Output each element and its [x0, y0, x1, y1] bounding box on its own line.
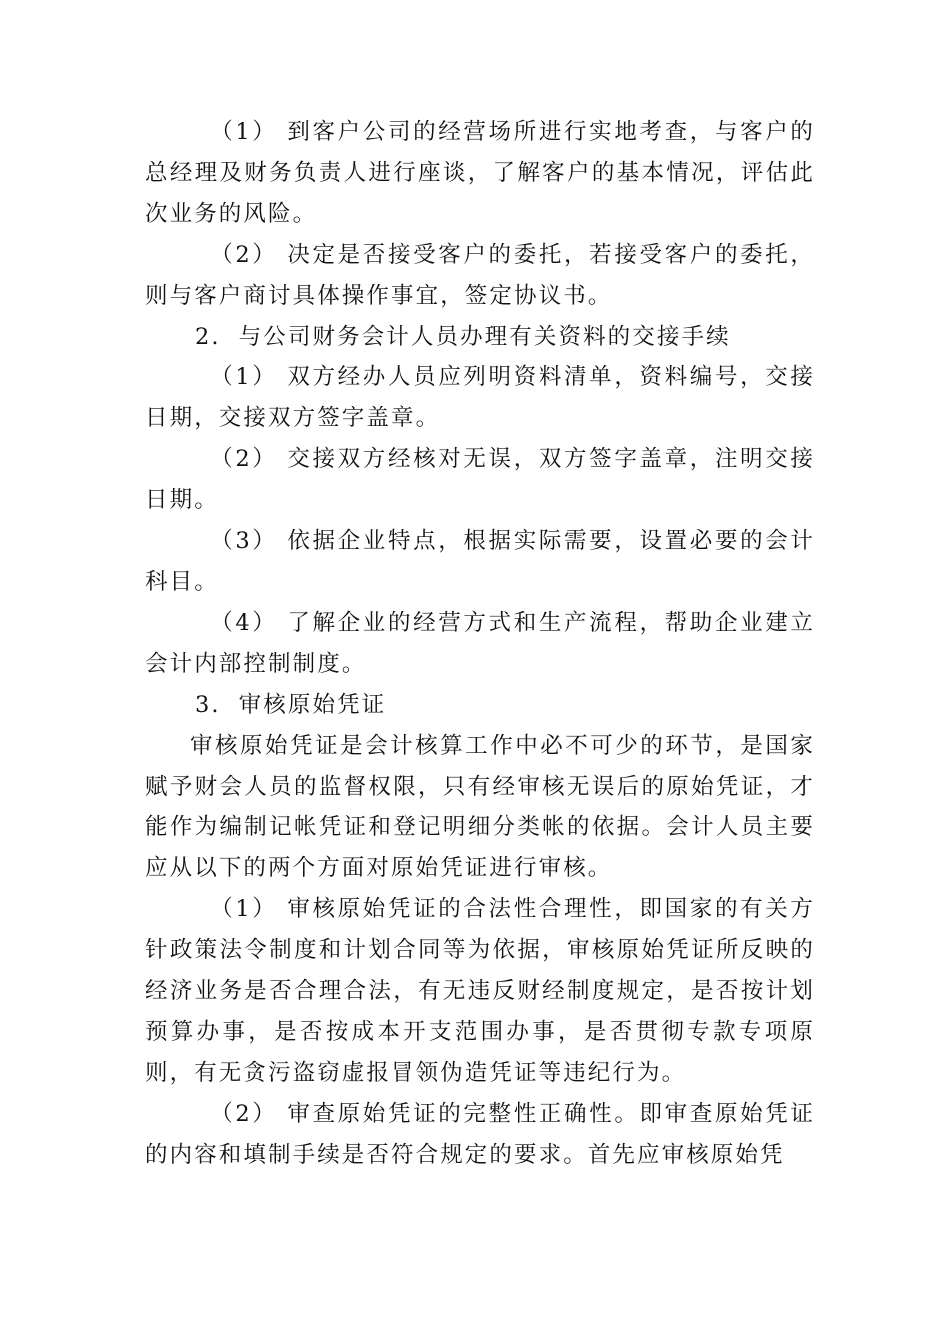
section-heading-3: [145, 685, 815, 726]
paragraph-step2-item4: （4） 了解企业的经营方式和生产流程，帮助企业建立会计内部控制制度。: [145, 609, 815, 677]
paragraph-step3-item1: （1） 审核原始凭证的合法性合理性，即国家的有关方针政策法令制度和计划合同等为依据，审核原始凭证所反映的经济业务是否合理合法，有无违反财经制度规定，是否按计划预算办事，是否按成本开支范围办事，是否贯彻专款专项原则，有无贪污盗窃虚报冒领伪造凭证等违纪行为。: [145, 896, 815, 1086]
section-title: 与公司财务会计人员办理有关资料的交接手续: [238, 323, 731, 350]
document-body: [145, 112, 815, 1176]
section-title: 审核原始凭证: [238, 691, 387, 718]
paragraph-step2-item1: （1） 双方经办人员应列明资料清单，资料编号，交接日期，交接双方签字盖章。: [145, 364, 815, 432]
paragraph-step1-item2: （2） 决定是否接受客户的委托，若接受客户的委托，则与客户商讨具体操作事宜，签定协议书。: [145, 241, 815, 309]
section-heading-2: [145, 317, 815, 358]
section-number: 2.: [195, 323, 221, 350]
paragraph-step1-item1: （1） 到客户公司的经营场所进行实地考查，与客户的总经理及财务负责人进行座谈，了解客户的基本情况，评估此次业务的风险。: [145, 119, 815, 227]
paragraph-step3-intro: 审核原始凭证是会计核算工作中必不可少的环节，是国家赋予财会人员的监督权限，只有经审核无误后的原始凭证，才能作为编制记帐凭证和登记明细分类帐的依据。会计人员主要应从以下的两个方面对原始凭证进行审核。: [145, 732, 815, 882]
paragraph-step2-item3: （3） 依据企业特点，根据实际需要，设置必要的会计科目。: [145, 528, 815, 595]
paragraph-step3-item2: （2） 审查原始凭证的完整性正确性。即审查原始凭证的内容和填制手续是否符合规定的要求。首先应审核原始凭: [145, 1100, 815, 1168]
section-number: 3.: [195, 691, 221, 718]
paragraph-step2-item2: （2） 交接双方经核对无误，双方签字盖章，注明交接日期。: [145, 446, 815, 514]
